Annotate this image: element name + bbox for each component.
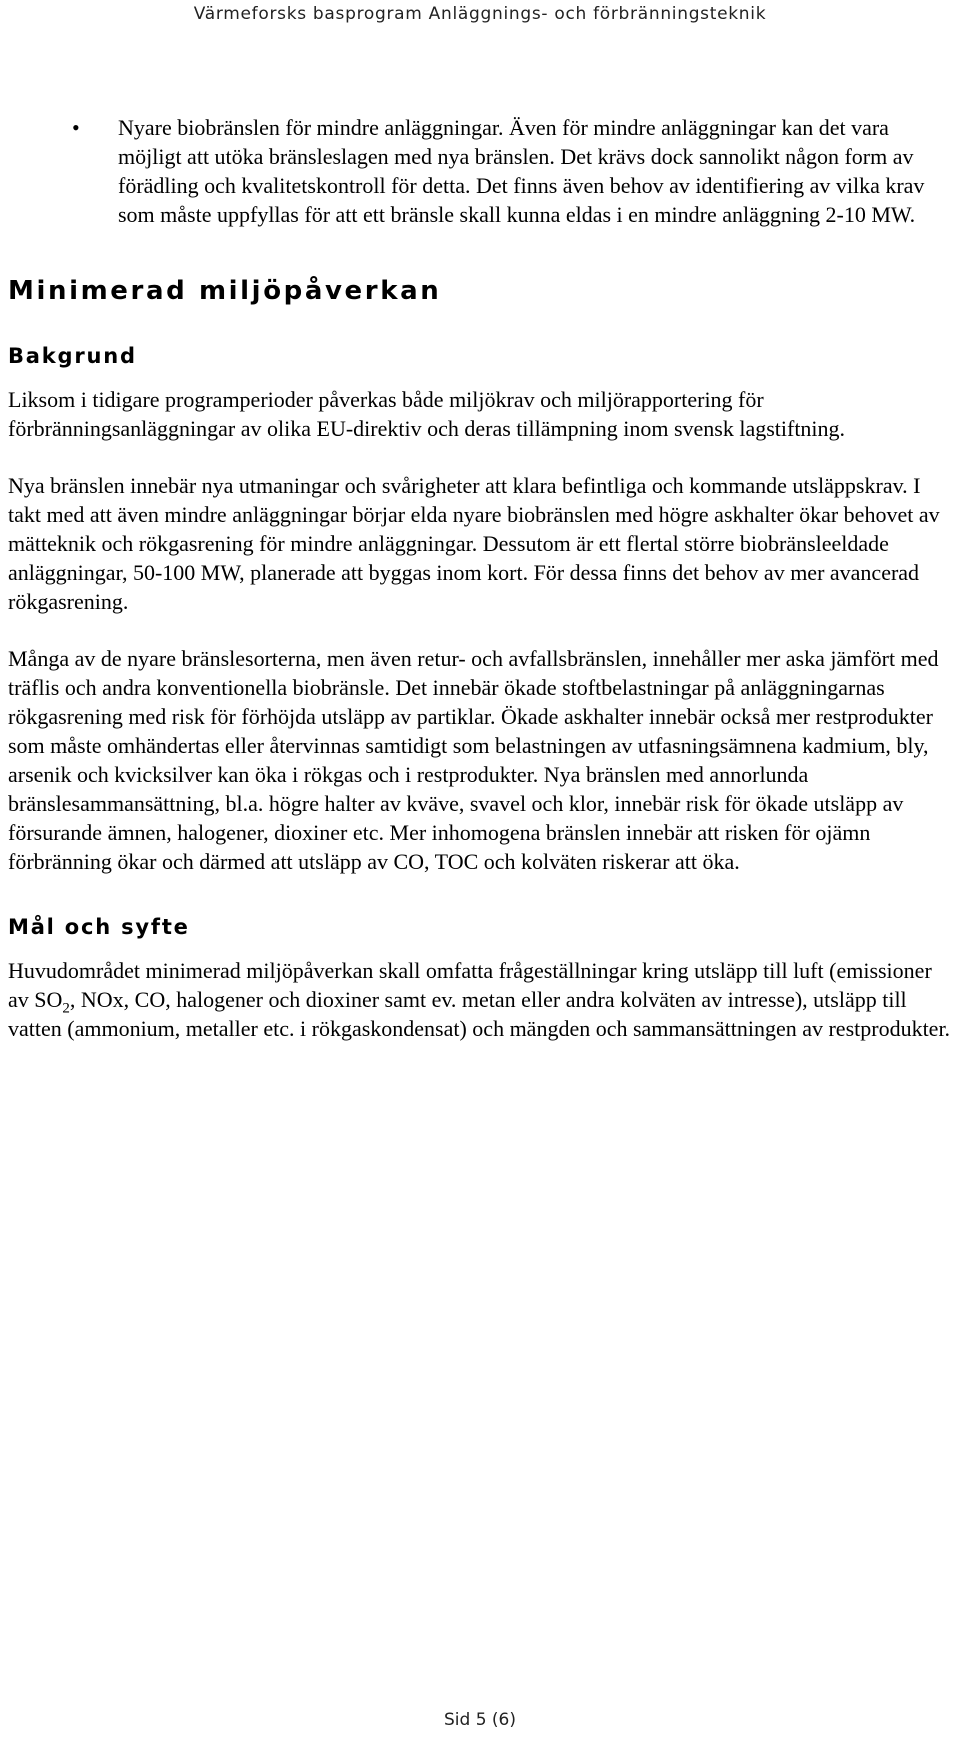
goals-text-start: Huvudområdet minimerad miljöpåverkan skall omfatta frågeställningar kring utsläpp till luft (emissioner av SO	[8, 958, 932, 1012]
document-body	[8, 113, 953, 1043]
so2-subscript: 2	[62, 1000, 70, 1017]
goals-heading: Mål och syfte	[8, 915, 190, 939]
running-header: Värmeforsks basprogram Anläggnings- och förbränningsteknik	[193, 4, 767, 24]
bullet-item	[72, 113, 953, 229]
bullet-icon: •	[72, 115, 80, 140]
bullet-text: Nyare biobränslen för mindre anläggningar. Även för mindre anläggningar kan det vara möjligt att utöka bränsleslagen med nya bränslen. Det krävs dock sannolikt någon form av förädling och kvalitetskontroll för detta. Det finns även behov av identifiering av vilka krav som måste uppfyllas för att ett bränsle skall kunna eldas i en mindre anläggning 2-10 MW.	[118, 115, 925, 227]
background-paragraph-2: Nya bränslen innebär nya utmaningar och svårigheter att klara befintliga och kommande utsläppskrav. I takt med att även mindre anläggningar börjar elda nyare biobränslen med högre askhalter ökar behovet av mätteknik och rökgasrening för mindre anläggningar. Dessutom är ett flertal större biobränsleeldade anläggningar, 50-100 MW, planerade att byggas inom kort. För dessa finns det behov av mer avancerad rökgasrening.	[8, 473, 940, 614]
background-paragraph-3: Många av de nyare bränslesorterna, men även retur- och avfallsbränslen, innehåller mer aska jämfört med träflis och andra konventionella biobränsle. Det innebär ökade stoftbelastningar på anläggningarnas rökgasrening med risk för förhöjda utsläpp av partiklar. Ökade askhalter innebär också mer restprodukter som måste omhändertas eller återvinnas samtidigt som belastningen av utfasningsämnena kadmium, bly, arsenik och kvicksilver kan öka i rökgas och i restprodukter. Nya bränslen med annorlunda bränslesammansättning, bl.a. högre halter av kväve, svavel och klor, innebär risk för ökade utsläpp av försurande ämnen, halogener, dioxiner etc. Mer inhomogena bränslen innebär att risken för ojämn förbränning ökar och därmed att utsläpp av CO, TOC och kolväten riskerar att öka.	[8, 646, 939, 874]
background-paragraph-1: Liksom i tidigare programperioder påverkas både miljökrav och miljörapportering för förbränningsanläggningar av olika EU-direktiv och deras tillämpning inom svensk lagstiftning.	[8, 387, 846, 441]
goals-paragraph	[8, 956, 953, 1043]
background-heading: Bakgrund	[8, 344, 137, 368]
section-title: Minimerad miljöpåverkan	[8, 276, 442, 306]
goals-text-end: , NOx, CO, halogener och dioxiner samt ev. metan eller andra kolväten av intresse), utsläpp till vatten (ammonium, metaller etc. i rökgaskondensat) och mängden och sammansättningen av restprodukter.	[8, 987, 951, 1041]
page-number: Sid 5 (6)	[443, 1710, 516, 1730]
